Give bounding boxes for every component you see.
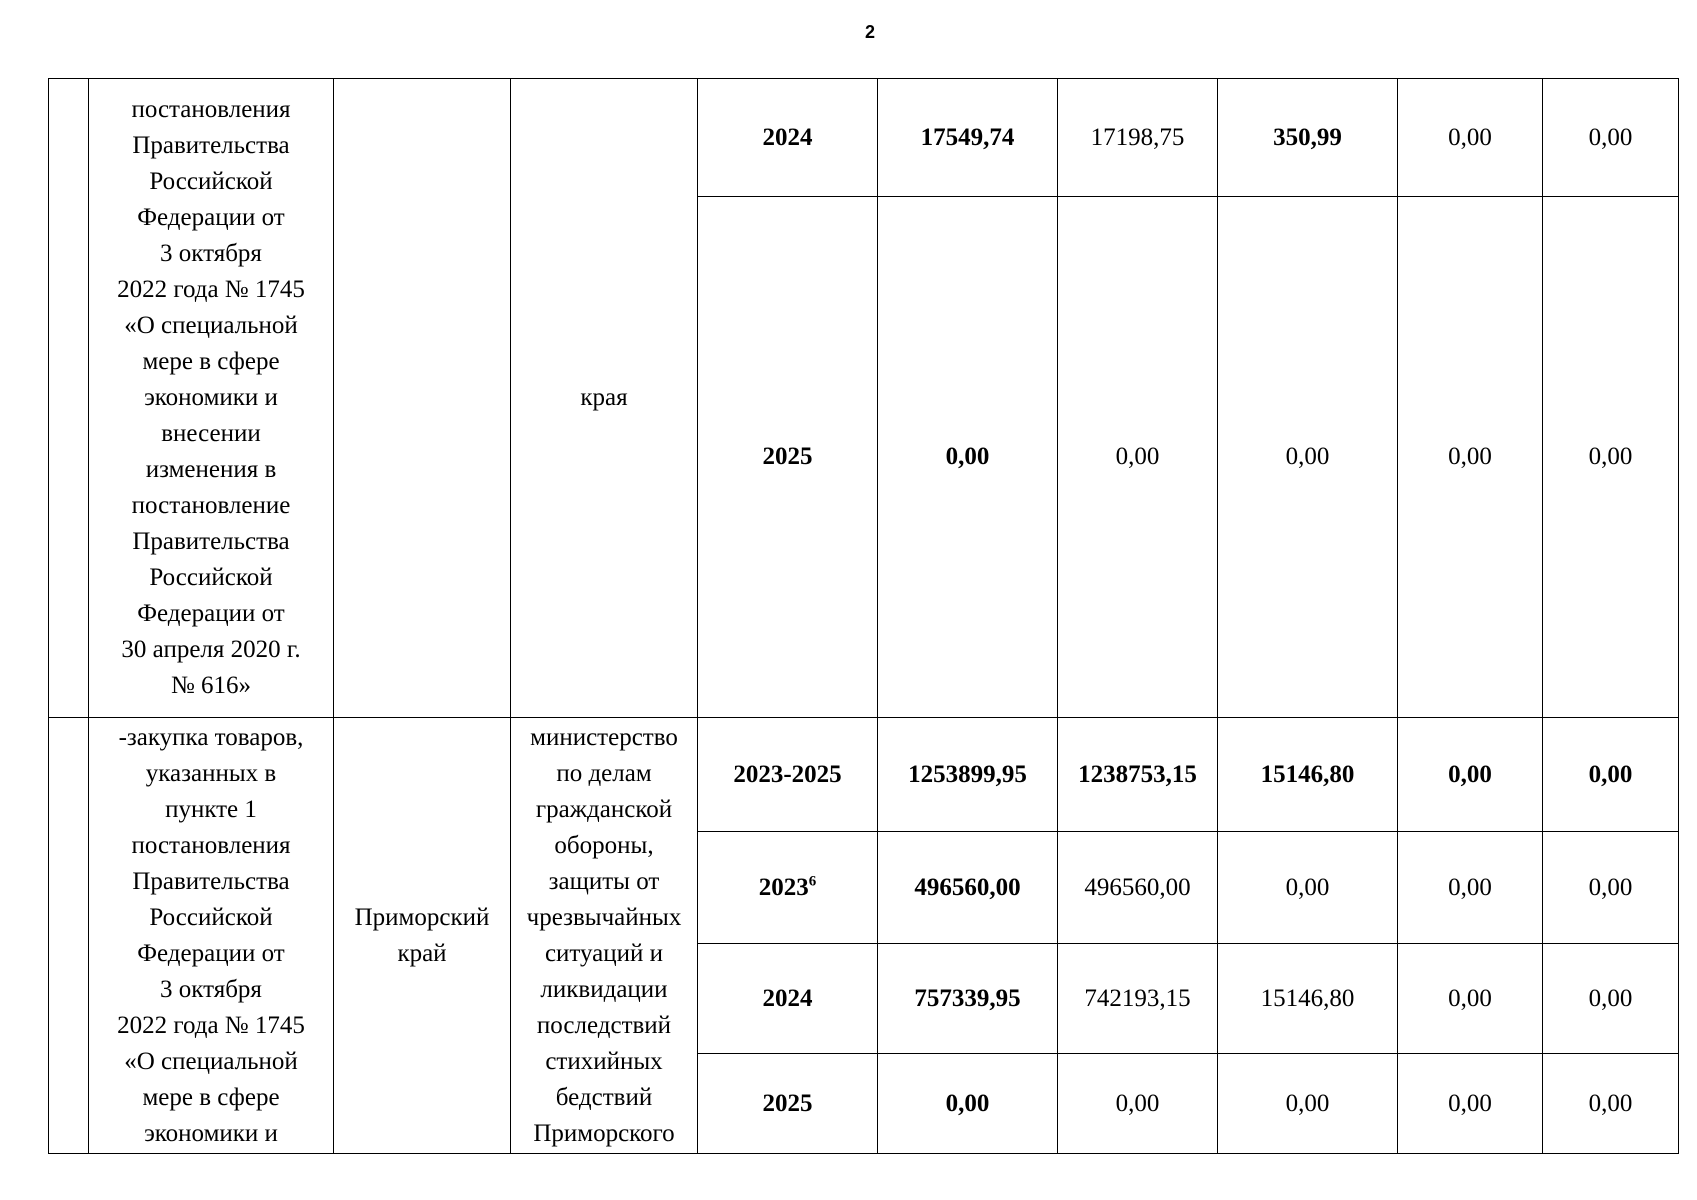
federal-cell: 0,00 xyxy=(1058,197,1218,718)
row-number-cell xyxy=(49,79,89,718)
federal-cell: 496560,00 xyxy=(1058,832,1218,944)
year-value: 2023 xyxy=(758,873,809,901)
text-line: внесении xyxy=(161,420,261,447)
other-cell: 0,00 xyxy=(1543,1054,1679,1154)
local-cell: 0,00 xyxy=(1398,718,1543,832)
text-line: ситуаций и xyxy=(544,939,664,967)
text-line: постановления xyxy=(131,831,291,859)
regional-cell: 15146,80 xyxy=(1218,944,1398,1054)
year-value: 2024 xyxy=(762,984,813,1012)
text-line: «О специальной xyxy=(124,1047,298,1075)
year-cell xyxy=(698,944,878,1054)
text-line: обороны, xyxy=(554,831,654,859)
year-value: 2023-2025 xyxy=(733,760,842,788)
footnote-marker: 6 xyxy=(808,873,817,890)
local-cell: 0,00 xyxy=(1398,1054,1543,1154)
text-line: постановление xyxy=(131,492,291,519)
year-value: 2025 xyxy=(762,1089,813,1117)
text-line: Российской xyxy=(149,903,273,931)
text-line: край xyxy=(397,939,447,967)
text-line: бедствий xyxy=(555,1083,653,1111)
activity-text xyxy=(89,92,333,704)
regional-cell: 0,00 xyxy=(1218,832,1398,944)
text-line: экономики и xyxy=(144,1119,278,1147)
text-line: гражданской xyxy=(535,795,673,823)
text-line: края xyxy=(580,384,628,411)
federal-cell: 1238753,15 xyxy=(1058,718,1218,832)
year-cell xyxy=(698,197,878,718)
text-line: министерство xyxy=(530,723,678,751)
text-line: Правительства xyxy=(132,528,290,555)
executor-text xyxy=(511,380,697,416)
activity-cell xyxy=(89,718,334,1154)
local-cell: 0,00 xyxy=(1398,197,1543,718)
text-line: 3 октября xyxy=(160,975,262,1003)
local-cell: 0,00 xyxy=(1398,832,1543,944)
text-line: 2022 года № 1745 xyxy=(117,1011,305,1039)
region-text xyxy=(334,900,510,972)
total-cell: 0,00 xyxy=(878,1054,1058,1154)
text-line: экономики и xyxy=(144,384,278,411)
table-row xyxy=(49,718,1679,832)
text-line: защиты от xyxy=(548,867,660,895)
text-line: чрезвычайных xyxy=(526,903,682,931)
activity-cell xyxy=(89,79,334,718)
text-line: мере в сфере xyxy=(142,1083,280,1111)
text-line: № 616» xyxy=(170,672,252,699)
text-line: Российской xyxy=(149,168,273,195)
text-line: 3 октября xyxy=(160,240,262,267)
regional-cell: 0,00 xyxy=(1218,197,1398,718)
total-cell: 496560,00 xyxy=(878,832,1058,944)
region-cell xyxy=(334,718,511,1154)
text-line: по делам xyxy=(556,759,652,787)
text-line: -закупка товаров, xyxy=(118,723,304,751)
text-line: стихийных xyxy=(545,1047,663,1075)
text-line: Федерации от xyxy=(137,939,285,967)
local-cell: 0,00 xyxy=(1398,79,1543,197)
total-cell: 1253899,95 xyxy=(878,718,1058,832)
activity-text xyxy=(89,720,333,1152)
text-line: Правительства xyxy=(132,867,290,895)
year-cell xyxy=(698,1054,878,1154)
other-cell: 0,00 xyxy=(1543,79,1679,197)
federal-cell: 0,00 xyxy=(1058,1054,1218,1154)
federal-cell: 742193,15 xyxy=(1058,944,1218,1054)
page-number: 2 xyxy=(864,22,875,42)
table-row xyxy=(49,79,1679,197)
total-cell: 0,00 xyxy=(878,197,1058,718)
region-cell xyxy=(334,79,511,718)
text-line: указанных в xyxy=(145,759,277,787)
executor-text xyxy=(511,720,697,1152)
text-line: Приморский xyxy=(354,903,490,931)
total-cell: 757339,95 xyxy=(878,944,1058,1054)
text-line: постановления xyxy=(131,96,291,123)
other-cell: 0,00 xyxy=(1543,718,1679,832)
text-line: ликвидации xyxy=(540,975,668,1003)
row-number-cell xyxy=(49,718,89,1154)
federal-cell: 17198,75 xyxy=(1058,79,1218,197)
text-line: Федерации от xyxy=(137,204,285,231)
year-cell xyxy=(698,718,878,832)
text-line: мере в сфере xyxy=(142,348,280,375)
text-line: Приморского xyxy=(533,1119,675,1147)
other-cell: 0,00 xyxy=(1543,944,1679,1054)
year-cell xyxy=(698,832,878,944)
executor-cell xyxy=(511,79,698,718)
text-line: Российской xyxy=(149,564,273,591)
regional-cell: 15146,80 xyxy=(1218,718,1398,832)
executor-cell xyxy=(511,718,698,1154)
text-line: последствий xyxy=(536,1011,672,1039)
year-value: 2024 xyxy=(762,123,813,151)
regional-cell: 0,00 xyxy=(1218,1054,1398,1154)
other-cell: 0,00 xyxy=(1543,197,1679,718)
other-cell: 0,00 xyxy=(1543,832,1679,944)
text-line: Федерации от xyxy=(137,600,285,627)
local-cell: 0,00 xyxy=(1398,944,1543,1054)
regional-cell: 350,99 xyxy=(1218,79,1398,197)
year-value: 2025 xyxy=(762,443,813,470)
text-line: Правительства xyxy=(132,132,290,159)
text-line: 30 апреля 2020 г. xyxy=(121,636,301,663)
text-line: пункте 1 xyxy=(165,795,257,823)
year-cell xyxy=(698,79,878,197)
total-cell: 17549,74 xyxy=(878,79,1058,197)
text-line: изменения в xyxy=(145,456,277,483)
budget-table xyxy=(48,78,1679,1154)
text-line: «О специальной xyxy=(124,312,298,339)
text-line: 2022 года № 1745 xyxy=(117,276,305,303)
